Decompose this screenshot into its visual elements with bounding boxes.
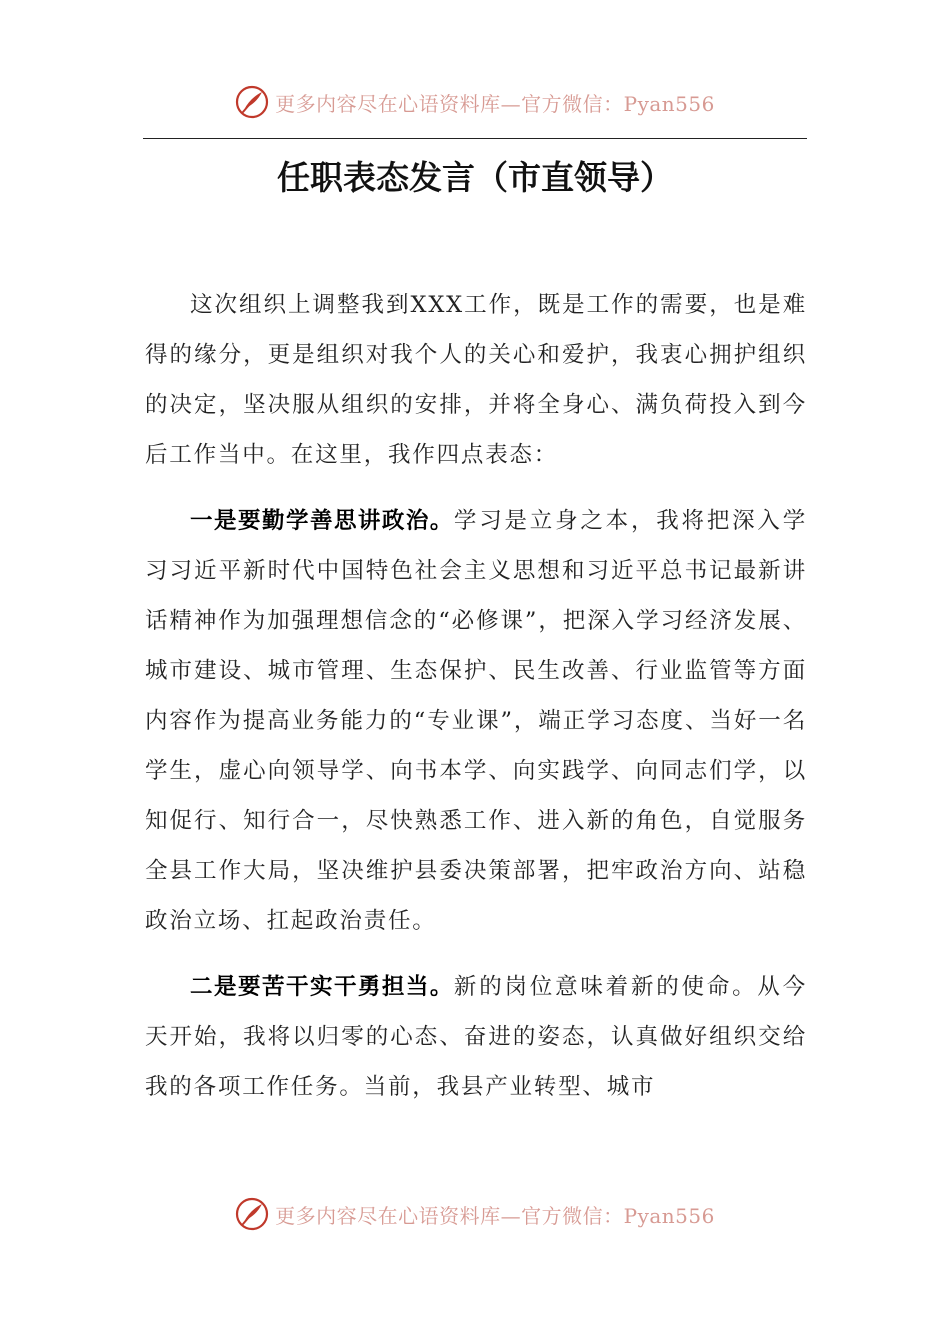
footer-brand-text: 更多内容尽在心语资料库—官方微信：Pyan556 (275, 1203, 715, 1228)
paragraph-text: 这次组织上调整我到XXX工作，既是工作的需要，也是难得的缘分，更是组织对我个人的关心和爱护，我衷心拥护组织的决定，坚决服从组织的安排，并将全身心、满负荷投入到今后工作当中。在这里，我作四点表态： (145, 292, 807, 468)
header-brand-text: 更多内容尽在心语资料库—官方微信：Pyan556 (275, 91, 715, 116)
header-divider (143, 138, 807, 139)
document-title: 任职表态发言（市直领导） (277, 158, 673, 197)
paragraph-point-2 (145, 962, 807, 1112)
document-body (145, 280, 807, 1128)
paragraph-lead: 二是要苦干实干勇担当。 (190, 974, 454, 1000)
quill-logo-icon (235, 1197, 269, 1231)
paragraph-point-1 (145, 496, 807, 946)
paragraph-intro (145, 280, 807, 480)
page-footer (0, 1194, 950, 1234)
paragraph-text: 学习是立身之本，我将把深入学习习近平新时代中国特色社会主义思想和习近平总书记最新讲话精神作为加强理想信念的“必修课”，把深入学习经济发展、城市建设、城市管理、生态保护、民生改善、行业监管等方面内容作为提高业务能力的“专业课”，端正学习态度、当好一名学生，虚心向领导学、向书本学、向实践学、向同志们学，以知促行、知行合一，尽快熟悉工作、进入新的角色，自觉服务全县工作大局，坚决维护县委决策部署，把牢政治方向、站稳政治立场、扛起政治责任。 (145, 508, 807, 934)
page-header (0, 82, 950, 122)
paragraph-text: 新的岗位意味着新的使命。从今天开始，我将以归零的心态、奋进的姿态，认真做好组织交给我的各项工作任务。当前，我县产业转型、城市 (145, 974, 807, 1100)
paragraph-lead: 一是要勤学善思讲政治。 (190, 508, 454, 534)
quill-logo-icon (235, 85, 269, 119)
